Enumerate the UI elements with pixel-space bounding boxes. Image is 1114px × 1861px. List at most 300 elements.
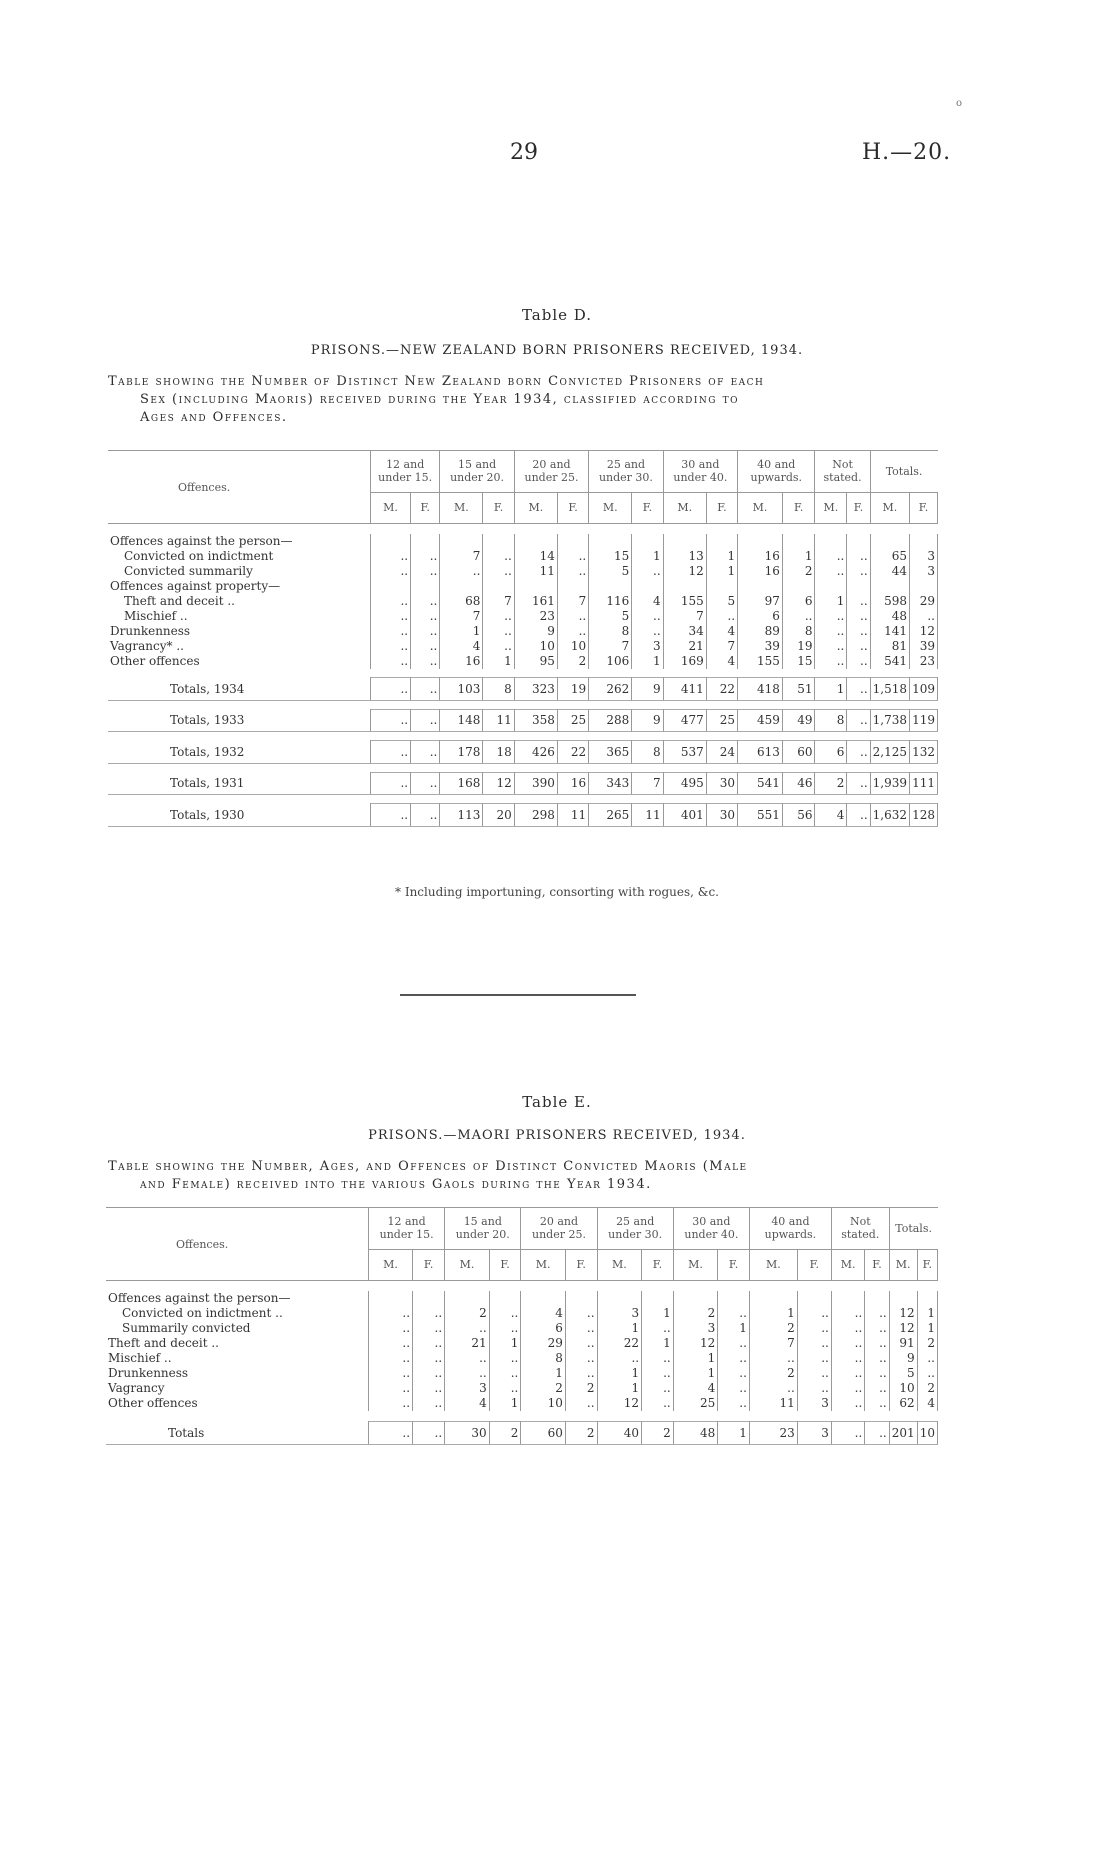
totals-cell: .. [865, 1422, 889, 1445]
table-row [108, 624, 938, 639]
table-cell [521, 1291, 566, 1306]
male-header: M. [663, 492, 706, 523]
table-cell: 1 [815, 594, 847, 609]
table-cell: 25 [673, 1396, 718, 1411]
table-e [106, 1207, 938, 1445]
table-row [108, 609, 938, 624]
totals-cell: 1 [815, 678, 847, 701]
totals-cell: 418 [738, 678, 783, 701]
table-cell [369, 1291, 413, 1306]
totals-cell: 390 [514, 772, 557, 795]
table-cell: .. [565, 1321, 597, 1336]
table-cell [440, 579, 483, 594]
table-cell [815, 534, 847, 549]
header-row [108, 451, 938, 493]
row-label: Convicted on indictment .. [106, 1306, 369, 1321]
totals-cell: 109 [910, 678, 938, 701]
table-cell: 1 [489, 1396, 521, 1411]
table-cell: .. [440, 564, 483, 579]
table-cell: .. [489, 1381, 521, 1396]
totals-cell: 537 [663, 741, 706, 764]
totals-cell: 60 [521, 1422, 566, 1445]
table-cell: 1 [632, 549, 663, 564]
table-cell: 10 [514, 639, 557, 654]
table-cell: .. [413, 1321, 445, 1336]
table-cell [632, 579, 663, 594]
page-number: 29 [510, 140, 538, 165]
totals-cell: .. [371, 709, 411, 732]
totals-label: Totals [106, 1422, 369, 1445]
table-row [106, 1351, 938, 1366]
table-cell: 16 [738, 549, 783, 564]
table-cell: 9 [889, 1351, 917, 1366]
male-header: M. [445, 1249, 490, 1280]
totals-cell: 6 [815, 741, 847, 764]
table-cell: 68 [440, 594, 483, 609]
totals-cell: 11 [483, 709, 514, 732]
row-label: Mischief .. [106, 1351, 369, 1366]
female-header: F. [718, 1249, 750, 1280]
table-cell: 169 [663, 654, 706, 669]
table-cell: .. [642, 1396, 674, 1411]
totals-cell: 56 [782, 804, 815, 827]
totals-cell: 1,518 [870, 678, 909, 701]
table-cell: 1 [642, 1336, 674, 1351]
table-e-description-line2: and Female) received into the various Gaols during the Year 1934. [140, 1177, 652, 1192]
row-label: Convicted summarily [108, 564, 371, 579]
table-cell: 1 [673, 1351, 718, 1366]
header-row [106, 1208, 938, 1250]
table-cell: .. [797, 1321, 831, 1336]
totals-cell: 10 [917, 1422, 937, 1445]
table-cell: .. [865, 1321, 889, 1336]
totals-cell: 1,939 [870, 772, 909, 795]
table-cell: 4 [673, 1381, 718, 1396]
table-cell: 3 [910, 549, 938, 564]
table-cell: .. [413, 1396, 445, 1411]
row-label: Summarily convicted [106, 1321, 369, 1336]
table-cell [718, 1291, 750, 1306]
totals-cell: 178 [440, 741, 483, 764]
spacer-row [108, 732, 938, 741]
table-cell: 12 [889, 1321, 917, 1336]
spacer [108, 763, 938, 772]
totals-cell: 20 [483, 804, 514, 827]
spacer [108, 700, 938, 709]
table-cell: .. [917, 1351, 937, 1366]
totals-cell: 30 [706, 772, 737, 795]
male-header: M. [889, 1249, 917, 1280]
table-cell: 5 [589, 564, 632, 579]
totals-cell: 9 [632, 678, 663, 701]
table-cell: .. [797, 1366, 831, 1381]
totals-cell: 343 [589, 772, 632, 795]
totals-cell: .. [411, 772, 440, 795]
table-cell: 22 [597, 1336, 642, 1351]
table-cell: .. [489, 1306, 521, 1321]
female-header: F. [557, 492, 588, 523]
table-cell [910, 534, 938, 549]
table-cell [565, 1291, 597, 1306]
totals-cell: 18 [483, 741, 514, 764]
age-group-header: 15 and under 20. [440, 451, 514, 493]
table-cell: 3 [632, 639, 663, 654]
table-cell: 4 [445, 1396, 490, 1411]
table-cell: 1 [749, 1306, 797, 1321]
table-cell: 4 [440, 639, 483, 654]
table-cell: 4 [706, 624, 737, 639]
table-cell: .. [642, 1366, 674, 1381]
female-header: F. [797, 1249, 831, 1280]
totals-cell: 477 [663, 709, 706, 732]
table-cell: 91 [889, 1336, 917, 1351]
table-row [106, 1381, 938, 1396]
table-cell: .. [565, 1306, 597, 1321]
totals-cell: .. [847, 741, 870, 764]
totals-cell: 7 [632, 772, 663, 795]
table-cell: .. [369, 1321, 413, 1336]
table-cell [371, 579, 411, 594]
totals-cell: .. [411, 804, 440, 827]
table-cell: .. [445, 1321, 490, 1336]
table-cell [589, 534, 632, 549]
table-cell [870, 534, 909, 549]
table-cell: 161 [514, 594, 557, 609]
table-cell: 3 [445, 1381, 490, 1396]
age-group-header: 30 and under 40. [673, 1208, 749, 1250]
table-cell: 65 [870, 549, 909, 564]
table-cell: 1 [632, 654, 663, 669]
table-cell: 155 [663, 594, 706, 609]
table-cell: 1 [706, 564, 737, 579]
table-cell: .. [557, 609, 588, 624]
totals-row [108, 772, 938, 795]
female-header: F. [910, 492, 938, 523]
age-group-header: 20 and under 25. [521, 1208, 597, 1250]
row-label: Mischief .. [108, 609, 371, 624]
table-cell: .. [797, 1381, 831, 1396]
totals-cell: 551 [738, 804, 783, 827]
table-cell: 598 [870, 594, 909, 609]
table-cell: .. [782, 609, 815, 624]
table-cell: .. [371, 654, 411, 669]
table-cell: .. [411, 564, 440, 579]
table-row [108, 639, 938, 654]
table-cell: 19 [782, 639, 815, 654]
table-cell: .. [847, 654, 870, 669]
totals-cell: .. [847, 804, 870, 827]
spacer-row [106, 1281, 938, 1292]
totals-cell: 3 [797, 1422, 831, 1445]
table-cell: .. [371, 624, 411, 639]
totals-cell: .. [371, 772, 411, 795]
table-cell [514, 534, 557, 549]
table-cell: 1 [489, 1336, 521, 1351]
table-cell: 34 [663, 624, 706, 639]
male-header: M. [597, 1249, 642, 1280]
spacer-row [108, 669, 938, 678]
table-cell: .. [865, 1306, 889, 1321]
spacer [108, 795, 938, 804]
table-cell: .. [847, 624, 870, 639]
female-header: F. [917, 1249, 937, 1280]
table-cell: .. [483, 549, 514, 564]
totals-cell: 8 [632, 741, 663, 764]
table-row [108, 594, 938, 609]
male-header: M. [673, 1249, 718, 1280]
table-cell: .. [831, 1336, 864, 1351]
spacer-row [108, 795, 938, 804]
table-cell: .. [815, 549, 847, 564]
row-label: Drunkenness [106, 1366, 369, 1381]
male-header: M. [831, 1249, 864, 1280]
totals-cell: 2 [642, 1422, 674, 1445]
table-cell [483, 579, 514, 594]
table-cell: 10 [521, 1396, 566, 1411]
table-cell [738, 579, 783, 594]
table-cell: 29 [521, 1336, 566, 1351]
table-cell [847, 579, 870, 594]
totals-cell: 459 [738, 709, 783, 732]
spacer-row [106, 1411, 938, 1422]
table-cell: 11 [749, 1396, 797, 1411]
table-cell: 3 [673, 1321, 718, 1336]
table-d-title: PRISONS.—NEW ZEALAND BORN PRISONERS RECEIVED, 1934. [310, 343, 804, 358]
table-cell: .. [565, 1336, 597, 1351]
table-cell: .. [557, 549, 588, 564]
row-label: Offences against the person— [108, 534, 371, 549]
row-label: Convicted on indictment [108, 549, 371, 564]
table-cell: 16 [440, 654, 483, 669]
table-d-description-line3: Ages and Offences. [140, 410, 288, 425]
totals-cell: 168 [440, 772, 483, 795]
table-cell: 10 [889, 1381, 917, 1396]
table-cell [910, 579, 938, 594]
totals-cell: 46 [782, 772, 815, 795]
table-cell: 8 [521, 1351, 566, 1366]
table-cell: .. [411, 654, 440, 669]
table-row [108, 534, 938, 549]
table-cell: 4 [706, 654, 737, 669]
age-group-header: Totals. [889, 1208, 937, 1250]
totals-cell: 426 [514, 741, 557, 764]
table-cell: .. [413, 1306, 445, 1321]
table-cell: .. [369, 1351, 413, 1366]
table-cell: 48 [870, 609, 909, 624]
table-cell: .. [815, 609, 847, 624]
table-cell: .. [865, 1336, 889, 1351]
table-cell [411, 534, 440, 549]
table-cell: 23 [910, 654, 938, 669]
table-cell [706, 579, 737, 594]
totals-cell: 148 [440, 709, 483, 732]
table-d [108, 450, 938, 827]
table-cell: 16 [738, 564, 783, 579]
section-separator [400, 994, 636, 996]
totals-cell: 19 [557, 678, 588, 701]
row-label: Vagrancy [106, 1381, 369, 1396]
table-cell: .. [847, 639, 870, 654]
table-cell: .. [371, 639, 411, 654]
table-cell [815, 579, 847, 594]
totals-cell: 411 [663, 678, 706, 701]
table-cell: .. [483, 639, 514, 654]
table-cell: 2 [749, 1321, 797, 1336]
table-cell: 106 [589, 654, 632, 669]
totals-cell: .. [411, 709, 440, 732]
table-row [108, 549, 938, 564]
totals-cell: 401 [663, 804, 706, 827]
totals-cell: 40 [597, 1422, 642, 1445]
table-cell: .. [718, 1351, 750, 1366]
female-header: F. [489, 1249, 521, 1280]
totals-cell: 495 [663, 772, 706, 795]
totals-row [108, 709, 938, 732]
table-cell: .. [489, 1321, 521, 1336]
totals-cell: 25 [706, 709, 737, 732]
table-row [108, 654, 938, 669]
table-cell: .. [865, 1396, 889, 1411]
table-cell: .. [718, 1336, 750, 1351]
table-cell: .. [831, 1381, 864, 1396]
table-e-label: Table E. [522, 1093, 592, 1111]
table-row [106, 1396, 938, 1411]
table-cell [557, 579, 588, 594]
table-cell [673, 1291, 718, 1306]
totals-cell: 298 [514, 804, 557, 827]
totals-cell: 365 [589, 741, 632, 764]
table-row [106, 1336, 938, 1351]
totals-cell: 1,738 [870, 709, 909, 732]
table-cell: 2 [521, 1381, 566, 1396]
table-cell: 39 [738, 639, 783, 654]
table-cell: 7 [589, 639, 632, 654]
table-cell: .. [831, 1306, 864, 1321]
table-cell [797, 1291, 831, 1306]
totals-cell: .. [847, 678, 870, 701]
table-cell: .. [411, 594, 440, 609]
table-cell: 1 [597, 1366, 642, 1381]
table-cell: 21 [663, 639, 706, 654]
spacer [108, 669, 938, 678]
totals-label: Totals, 1934 [108, 678, 371, 701]
totals-cell: .. [831, 1422, 864, 1445]
table-cell: 23 [514, 609, 557, 624]
totals-label: Totals, 1930 [108, 804, 371, 827]
table-cell: .. [642, 1381, 674, 1396]
table-cell [440, 534, 483, 549]
table-cell: 1 [483, 654, 514, 669]
table-cell: 9 [514, 624, 557, 639]
totals-label: Totals, 1933 [108, 709, 371, 732]
totals-cell: 132 [910, 741, 938, 764]
female-header: F. [411, 492, 440, 523]
totals-cell: 265 [589, 804, 632, 827]
table-cell: .. [565, 1366, 597, 1381]
row-label: Vagrancy* .. [108, 639, 371, 654]
table-e-title: PRISONS.—MAORI PRISONERS RECEIVED, 1934. [368, 1128, 746, 1143]
table-cell: .. [642, 1351, 674, 1366]
totals-cell: 12 [483, 772, 514, 795]
table-cell [413, 1291, 445, 1306]
table-cell: .. [865, 1351, 889, 1366]
female-header: F. [642, 1249, 674, 1280]
totals-cell: 323 [514, 678, 557, 701]
table-cell: 7 [557, 594, 588, 609]
table-cell: .. [445, 1366, 490, 1381]
table-cell: .. [632, 624, 663, 639]
totals-cell: 4 [815, 804, 847, 827]
totals-cell: 48 [673, 1422, 718, 1445]
table-cell: .. [815, 624, 847, 639]
table-cell: 21 [445, 1336, 490, 1351]
totals-cell: 8 [815, 709, 847, 732]
table-cell: .. [865, 1366, 889, 1381]
female-header: F. [782, 492, 815, 523]
table-cell: 1 [642, 1306, 674, 1321]
totals-row [108, 678, 938, 701]
table-row [108, 579, 938, 594]
row-label: Drunkenness [108, 624, 371, 639]
table-cell: .. [718, 1306, 750, 1321]
table-cell: 7 [749, 1336, 797, 1351]
table-cell: 1 [673, 1366, 718, 1381]
male-header: M. [589, 492, 632, 523]
row-label: Other offences [106, 1396, 369, 1411]
totals-cell: .. [369, 1422, 413, 1445]
table-cell: .. [597, 1351, 642, 1366]
table-cell: 5 [706, 594, 737, 609]
table-cell: .. [371, 549, 411, 564]
totals-cell: .. [411, 678, 440, 701]
table-cell: 1 [440, 624, 483, 639]
totals-cell: .. [847, 772, 870, 795]
table-cell: 2 [749, 1366, 797, 1381]
table-cell: 2 [917, 1381, 937, 1396]
table-cell: .. [565, 1396, 597, 1411]
table-cell: 4 [521, 1306, 566, 1321]
table-cell: .. [797, 1306, 831, 1321]
table-cell [782, 534, 815, 549]
table-cell: .. [797, 1351, 831, 1366]
table-cell: 15 [782, 654, 815, 669]
table-cell: .. [413, 1366, 445, 1381]
table-cell: 4 [917, 1396, 937, 1411]
table-cell: 8 [589, 624, 632, 639]
spacer [108, 732, 938, 741]
totals-cell: .. [411, 741, 440, 764]
table-cell: .. [369, 1336, 413, 1351]
table-d-footnote: * Including importuning, consorting with rogues, &c. [395, 885, 719, 899]
table-d-description-line2: Sex (including Maoris) received during the Year 1934, classified according to [140, 392, 739, 407]
table-cell: 81 [870, 639, 909, 654]
table-cell [782, 579, 815, 594]
age-group-header: 30 and under 40. [663, 451, 737, 493]
totals-cell: 23 [749, 1422, 797, 1445]
table-cell: .. [815, 564, 847, 579]
totals-cell: .. [371, 741, 411, 764]
table-row [106, 1366, 938, 1381]
totals-cell: 49 [782, 709, 815, 732]
table-cell: 3 [597, 1306, 642, 1321]
age-group-header: Not stated. [831, 1208, 889, 1250]
table-cell: .. [797, 1336, 831, 1351]
table-cell: 12 [910, 624, 938, 639]
table-cell: 1 [782, 549, 815, 564]
table-cell: 97 [738, 594, 783, 609]
table-cell [865, 1291, 889, 1306]
totals-cell: .. [413, 1422, 445, 1445]
